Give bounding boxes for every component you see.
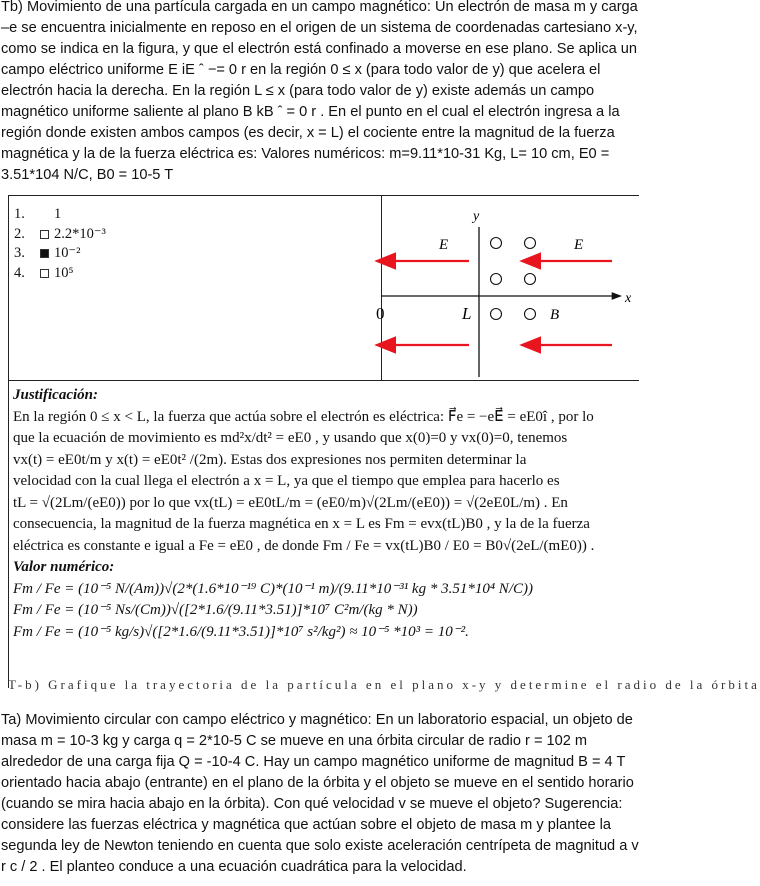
option-number: 1. [14, 206, 25, 222]
numeric-heading: Valor numérico: [13, 559, 115, 575]
justification-line: consecuencia, la magnitud de la fuerza magnética en x = L es Fm = evx(tL)B0 , y la de la fuerza [13, 516, 590, 532]
answer-option[interactable] [14, 264, 106, 284]
option-text: 10⁻² [54, 245, 81, 261]
answer-option[interactable] [14, 244, 106, 264]
option-text: 10⁵ [54, 264, 74, 281]
option-number: 2. [14, 225, 25, 242]
cut-off-text: T-b) Grafique la trayectoria de la partícula en el plano x-y y determine el radio de la órbita [8, 677, 760, 692]
numeric-line: Fm / Fe = (10⁻⁵ Ns/(Cm))√([2*1.6/(9.11*3.51)]*10⁷ C²m/(kg * N)) [13, 602, 418, 618]
filled-checkbox-icon[interactable] [40, 249, 49, 258]
L-label: L [462, 304, 472, 323]
option-number: 4. [14, 264, 25, 281]
B-field-out-icon [491, 238, 502, 249]
box-left-border [8, 195, 9, 688]
justification-line: vx(t) = eE0t/m y x(t) = eE0t² /(2m). Estas dos expresiones nos permiten determinar la [13, 451, 527, 468]
solution-box [8, 195, 760, 692]
B-field-out-icon [525, 238, 536, 249]
y-axis-label: y [473, 209, 480, 224]
B-field-out-icon [525, 309, 536, 320]
answer-option[interactable] [14, 225, 106, 245]
answer-options [14, 205, 106, 283]
justification-block [13, 385, 636, 643]
option-number: 3. [14, 245, 25, 261]
numeric-line: Fm / Fe = (10⁻⁵ N/(Am))√(2*(1.6*10⁻¹⁹ C)*(10⁻¹ m)/(9.11*10⁻³¹ kg * 3.51*10⁴ N/C)) [13, 580, 533, 597]
B-field-out-icon [525, 274, 536, 285]
problem-tb-statement: Tb) Movimiento de una partícula cargada en un campo magnético: Un electrón de masa m y carga –e se encuentra inicialmente en reposo en el origen de un sistema de coordenadas cartesiano x-y, como se indica en la figura, y que el electrón está confinado a moverse en ese plano. Se aplica un campo eléctrico uniforme E iE ˆ −= 0 r en la región 0 ≤ x (para todo valor de y) que acelera el electrón hacia la derecha. En la región L ≤ x (para todo valor de y) existe además un campo magnético uniforme saliente al plano B kB ˆ = 0 r . En el punto en el cual el electrón ingresa a la región donde existen ambos campos (es decir, x = L) el cociente entre la magnitud de la fuerza magnética y la de la fuerza eléctrica es: Valores numéricos: m=9.11*10-31 Kg, L= 10 cm, E0 = 3.51*104 N/C, B0 = 10-5 T [1, 0, 638, 183]
box-row-divider [8, 380, 639, 381]
x-axis-label: x [625, 291, 632, 306]
B-field-out-icon [491, 309, 502, 320]
justification-line: tL = √(2Lm/(eE0)) por lo que vx(tL) = eE0tL/m = (eE0/m)√(2Lm/(eE0)) = √(2eE0L/m) . En [13, 494, 568, 511]
E-field-label: E⃗ [439, 237, 460, 253]
E-field-label: E⃗ [574, 237, 595, 253]
field-diagram [376, 195, 639, 380]
cut-off-text-line [8, 677, 760, 692]
B-field-out-icon [491, 274, 502, 285]
justification-line: que la ecuación de movimiento es md²x/dt² = eE0 , y usando que x(0)=0 y vx(0)=0, tenemos [13, 430, 568, 446]
justification-heading: Justificación: [13, 387, 98, 403]
justification-line: En la región 0 ≤ x < L, la fuerza que actúa sobre el electrón es eléctrica: F⃗e = −eE⃗ = eE0î , por lo [13, 408, 594, 425]
B-field-label: B⃗ [550, 307, 571, 323]
option-text: 1 [54, 206, 62, 222]
justification-line: eléctrica es constante e igual a Fe = eE0 , de donde Fm / Fe = vx(tL)B0 / E0 = B0√(2eL/(mE0)) . [13, 537, 595, 554]
empty-checkbox-icon[interactable] [40, 269, 49, 278]
answer-option[interactable] [14, 205, 106, 225]
justification-line: velocidad con la cual llega el electrón a x = L, ya que el tiempo que emplea para hacerlo es [13, 473, 560, 489]
option-text: 2.2*10⁻³ [54, 225, 106, 242]
numeric-line: Fm / Fe = (10⁻⁵ kg/s)√([2*1.6/(9.11*3.51)]*10⁷ s²/kg²) ≈ 10⁻⁵ *10³ = 10⁻². [13, 623, 469, 640]
empty-checkbox-icon[interactable] [40, 230, 49, 239]
problem-ta-statement: Ta) Movimiento circular con campo eléctrico y magnético: En un laboratorio espacial, un objeto de masa m = 10-3 kg y carga q = 2*10-5 C se mueve en una órbita circular de radio r = 102 m alrededor de una carga fija Q = -10-4 C. Hay un campo magnético uniforme de magnitud B = 4 T orientado hacia abajo (entrante) en el plano de la órbita y el objeto se mueve en el sentido horario (cuando se mira hacia abajo en la órbita). Con qué velocidad v se mueve el objeto? Sugerencia: considere las fuerzas eléctrica y magnética que actúan sobre el objeto de masa m y plantee la segunda ley de Newton teniendo en cuenta que solo existe aceleración centrípeta de magnitud a v r c / 2 . El planteo conduce a una ecuación cuadrática para la velocidad. [1, 712, 639, 875]
origin-label: 0 [376, 304, 385, 323]
